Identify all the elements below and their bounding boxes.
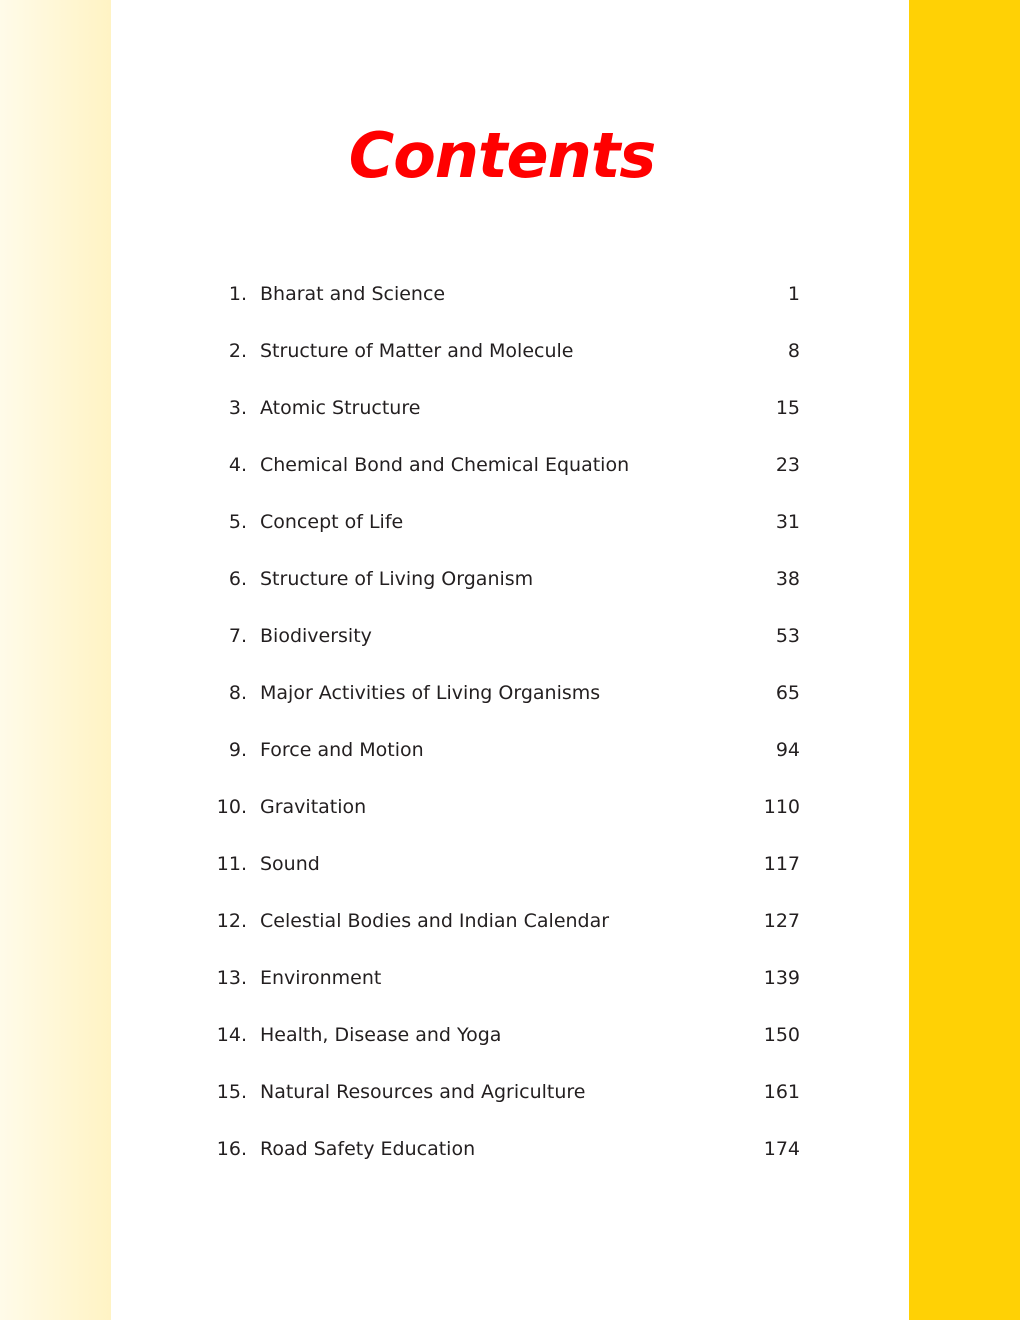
page-number: 117	[763, 853, 800, 875]
toc-entry[interactable]	[210, 266, 800, 323]
chapter-number: 9.	[228, 739, 247, 761]
table-of-contents	[210, 266, 800, 1178]
page-number: 15	[775, 397, 800, 419]
chapter-title: Natural Resources and Agriculture	[260, 1081, 586, 1103]
page-number: 38	[775, 568, 800, 590]
chapter-number: 6.	[228, 568, 247, 590]
chapter-title: Structure of Matter and Molecule	[260, 340, 574, 362]
page-number: 23	[775, 454, 800, 476]
page-number: 127	[763, 910, 800, 932]
page-number: 94	[775, 739, 800, 761]
toc-entry[interactable]	[210, 893, 800, 950]
toc-entry[interactable]	[210, 437, 800, 494]
toc-entry[interactable]	[210, 1007, 800, 1064]
toc-entry[interactable]	[210, 950, 800, 1007]
chapter-title: Celestial Bodies and Indian Calendar	[260, 910, 610, 932]
toc-entry[interactable]	[210, 722, 800, 779]
chapter-number: 7.	[228, 625, 247, 647]
page-number: 150	[763, 1024, 800, 1046]
chapter-title: Biodiversity	[260, 625, 372, 647]
chapter-number: 4.	[228, 454, 247, 476]
chapter-title: Concept of Life	[260, 511, 404, 533]
page-number: 65	[775, 682, 800, 704]
toc-entry[interactable]	[210, 494, 800, 551]
chapter-title: Bharat and Science	[260, 283, 446, 305]
chapter-title: Environment	[260, 967, 382, 989]
chapter-title: Health, Disease and Yoga	[260, 1024, 502, 1046]
chapter-title: Road Safety Education	[260, 1138, 476, 1160]
chapter-number: 8.	[228, 682, 247, 704]
chapter-number: 11.	[216, 853, 247, 875]
chapter-title: Force and Motion	[260, 739, 424, 761]
toc-entry[interactable]	[210, 779, 800, 836]
toc-entry[interactable]	[210, 836, 800, 893]
chapter-number: 16.	[216, 1138, 247, 1160]
left-decorative-band	[0, 0, 111, 1320]
page-number: 139	[763, 967, 800, 989]
toc-entry[interactable]	[210, 1064, 800, 1121]
chapter-title: Major Activities of Living Organisms	[260, 682, 601, 704]
right-decorative-band	[909, 0, 1020, 1320]
chapter-title: Chemical Bond and Chemical Equation	[260, 454, 630, 476]
page-number: 53	[775, 625, 800, 647]
page-title: Contents	[348, 119, 656, 192]
chapter-number: 14.	[216, 1024, 247, 1046]
chapter-title: Structure of Living Organism	[260, 568, 534, 590]
toc-entry[interactable]	[210, 380, 800, 437]
page-number: 1	[787, 283, 800, 305]
chapter-number: 1.	[228, 283, 247, 305]
toc-entry[interactable]	[210, 1121, 800, 1178]
toc-entry[interactable]	[210, 608, 800, 665]
page-number: 161	[763, 1081, 800, 1103]
chapter-title: Atomic Structure	[260, 397, 421, 419]
page-number: 174	[763, 1138, 800, 1160]
chapter-title: Sound	[260, 853, 320, 875]
toc-entry[interactable]	[210, 323, 800, 380]
chapter-number: 3.	[228, 397, 247, 419]
chapter-title: Gravitation	[260, 796, 367, 818]
chapter-number: 13.	[216, 967, 247, 989]
chapter-number: 15.	[216, 1081, 247, 1103]
chapter-number: 10.	[216, 796, 247, 818]
page-number: 31	[775, 511, 800, 533]
chapter-number: 5.	[228, 511, 247, 533]
toc-entry[interactable]	[210, 551, 800, 608]
page-number: 110	[763, 796, 800, 818]
chapter-number: 12.	[216, 910, 247, 932]
page-number: 8	[787, 340, 800, 362]
chapter-number: 2.	[228, 340, 247, 362]
toc-entry[interactable]	[210, 665, 800, 722]
